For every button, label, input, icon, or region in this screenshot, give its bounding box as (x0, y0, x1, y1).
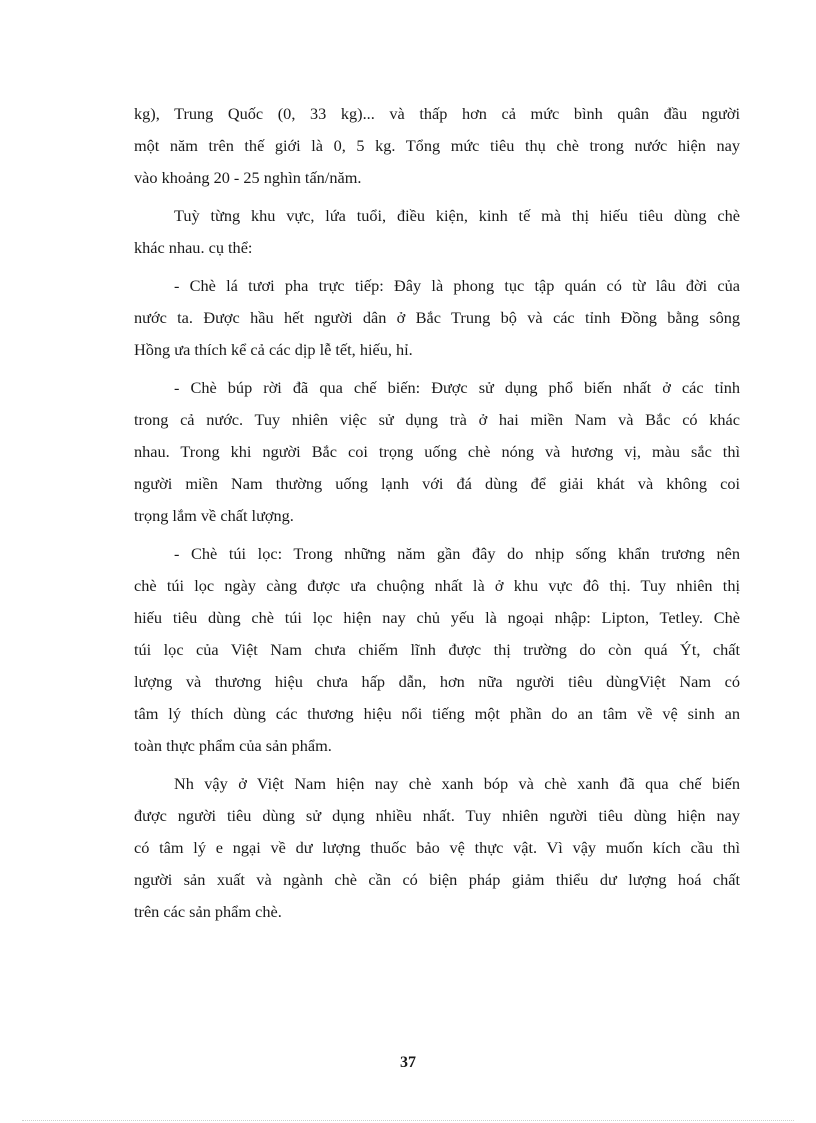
text-line: hiếu tiêu dùng chè túi lọc hiện nay chủ yếu là ngoại nhập: Lipton, Tetley. Chè (134, 608, 740, 627)
text-line: được người tiêu dùng sử dụng nhiều nhất. Tuy nhiên người tiêu dùng hiện nay (134, 806, 740, 825)
text-line: - Chè búp rời đã qua chế biến: Được sử dụng phổ biến nhất ở các tỉnh (174, 378, 740, 397)
page-number: 37 (400, 1054, 416, 1071)
paragraph-processed-bud-tea (134, 372, 740, 532)
text-line: trọng lắm về chất lượng. (134, 506, 294, 525)
text-line: trên các sản phẩm chè. (134, 902, 282, 921)
document-body (134, 98, 740, 934)
text-line: toàn thực phẩm của sản phẩm. (134, 736, 332, 755)
text-line: Nh vậy ở Việt Nam hiện nay chè xanh bóp và chè xanh đã qua chế biến (174, 774, 740, 793)
paragraph-consumption-stats (134, 98, 740, 194)
text-line: chè túi lọc ngày càng được ưa chuộng nhất là ở khu vực đô thị. Tuy nhiên thị (134, 576, 740, 595)
text-line: có tâm lý e ngại về dư lượng thuốc bảo vệ thực vật. Vì vậy muốn kích cầu thì (134, 838, 740, 857)
text-line: nước ta. Được hầu hết người dân ở Bắc Trung bộ và các tỉnh Đồng bằng sông (134, 308, 740, 327)
paragraph-conclusion (134, 768, 740, 928)
text-line: người sản xuất và ngành chè cần có biện pháp giảm thiểu dư lượng hoá chất (134, 870, 740, 889)
text-line: kg), Trung Quốc (0, 33 kg)... và thấp hơn cả mức bình quân đầu người (134, 104, 740, 123)
footer-divider (22, 1120, 794, 1121)
text-line: vào khoảng 20 - 25 nghìn tấn/năm. (134, 168, 362, 187)
text-line: - Chè lá tươi pha trực tiếp: Đây là phong tục tập quán có từ lâu đời của (174, 276, 740, 295)
text-line: lượng và thương hiệu chưa hấp dẫn, hơn nữa người tiêu dùngViệt Nam có (134, 672, 740, 691)
text-line: - Chè túi lọc: Trong những năm gần đây do nhịp sống khẩn trương nên (174, 544, 740, 563)
text-line: Tuỳ từng khu vực, lứa tuổi, điều kiện, kinh tế mà thị hiếu tiêu dùng chè (174, 206, 740, 225)
text-line: một năm trên thế giới là 0, 5 kg. Tổng mức tiêu thụ chè trong nước hiện nay (134, 136, 740, 155)
text-line: khác nhau. cụ thể: (134, 238, 253, 257)
text-line: tâm lý thích dùng các thương hiệu nổi tiếng một phần do an tâm về vệ sinh an (134, 704, 740, 723)
text-line: nhau. Trong khi người Bắc coi trọng uống chè nóng và hương vị, màu sắc thì (134, 442, 740, 461)
paragraph-consumer-taste (134, 200, 740, 264)
text-line: người miền Nam thường uống lạnh với đá dùng để giải khát và không coi (134, 474, 740, 493)
text-line: túi lọc của Việt Nam chưa chiếm lĩnh được thị trường do còn quá Ýt, chất (134, 640, 740, 659)
paragraph-fresh-leaf-tea (134, 270, 740, 366)
text-line: Hồng ưa thích kể cả các dịp lễ tết, hiếu, hỉ. (134, 340, 413, 359)
text-line: trong cả nước. Tuy nhiên việc sử dụng trà ở hai miền Nam và Bắc có khác (134, 410, 740, 429)
paragraph-tea-bags (134, 538, 740, 762)
